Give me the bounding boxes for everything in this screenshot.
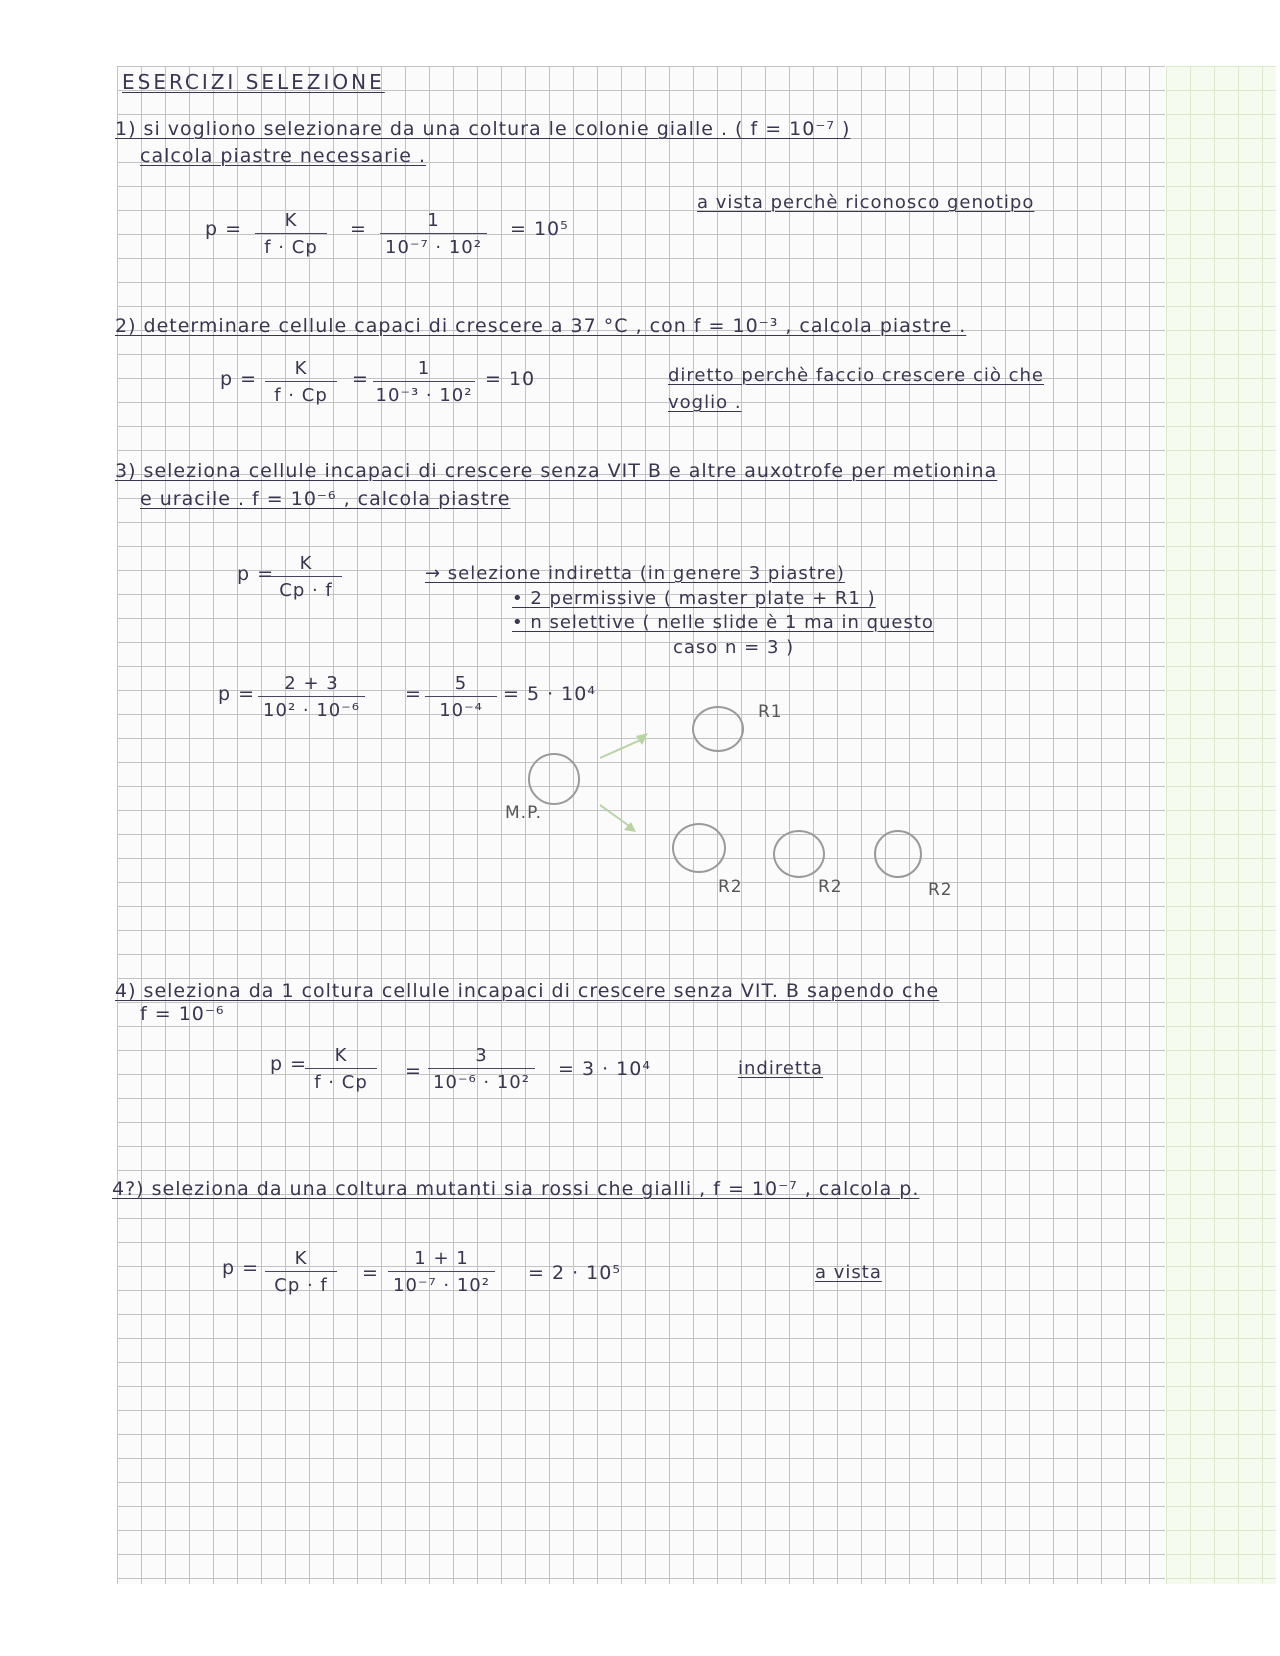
ex4-fraction1-denominator: f · Cp xyxy=(314,1072,368,1093)
r2-plate-label-3: R2 xyxy=(928,880,953,900)
ex3-equals: = xyxy=(405,683,422,705)
ex4b-fraction1-denominator: Cp · f xyxy=(274,1275,328,1296)
ex4-fraction2-numerator: 3 xyxy=(428,1045,535,1069)
master-plate-label: M.P. xyxy=(505,803,543,823)
ex3-bullet-selective-cont: caso n = 3 ) xyxy=(673,637,795,658)
ex3-statement-line1: 3) seleziona cellule incapaci di crescere senza VIT B e altre auxotrofe per metionina xyxy=(115,460,998,482)
ex3-fraction3-denominator: 10² · 10⁻⁶ xyxy=(263,700,360,721)
ex3-fraction3-numerator: 2 + 3 xyxy=(258,673,365,697)
r2-plate-label-2: R2 xyxy=(818,877,843,897)
ex1-statement-line2: calcola piastre necessarie . xyxy=(140,145,427,167)
ex4b-fraction2-denominator: 10⁻⁷ · 10² xyxy=(393,1275,490,1296)
ex1-note: a vista perchè riconosco genotipo xyxy=(697,192,1035,213)
ex3-result: = 5 · 10⁴ xyxy=(503,683,596,705)
ex4-fraction-values xyxy=(428,1045,535,1093)
ex2-note-line1: diretto perchè faccio crescere ciò che xyxy=(668,365,1044,386)
ex4b-fraction1-numerator: K xyxy=(265,1248,337,1272)
ex2-note-line2: voglio . xyxy=(668,392,742,413)
ex1-fraction1-denominator: f · Cp xyxy=(264,237,318,258)
ex4-result: = 3 · 10⁴ xyxy=(558,1058,651,1080)
ex4-statement-line1: 4) seleziona da 1 coltura cellule incapaci di crescere senza VIT. B sapendo che xyxy=(115,980,940,1002)
r1-plate-circle xyxy=(692,706,744,752)
page-title: ESERCIZI SELEZIONE xyxy=(122,70,385,94)
ex2-result: = 10 xyxy=(485,368,536,390)
ex2-fraction2-denominator: 10⁻³ · 10² xyxy=(375,385,473,406)
arrow-to-r1-head xyxy=(636,733,648,745)
ex1-fraction2-denominator: 10⁻⁷ · 10² xyxy=(385,237,482,258)
ex2-fraction2-numerator: 1 xyxy=(373,358,475,382)
r2-plate-label-1: R2 xyxy=(718,877,743,897)
ex1-result: = 10⁵ xyxy=(510,218,569,240)
ex3-fraction4-denominator: 10⁻⁴ xyxy=(439,700,483,721)
ex4b-fraction-formula xyxy=(265,1248,337,1296)
ex2-p-label: p = xyxy=(220,368,258,390)
ex4-fraction2-denominator: 10⁻⁶ · 10² xyxy=(433,1072,530,1093)
ex4b-statement: 4?) seleziona da una coltura mutanti sia rossi che gialli , f = 10⁻⁷ , calcola p. xyxy=(112,1178,920,1200)
ex2-equals: = xyxy=(352,368,369,390)
ex3-fraction4-numerator: 5 xyxy=(425,673,497,697)
ex1-statement-line1: 1) si vogliono selezionare da una coltura le colonie gialle . ( f = 10⁻⁷ ) xyxy=(115,118,851,140)
ex2-fraction1-denominator: f · Cp xyxy=(274,385,328,406)
ex1-fraction2-numerator: 1 xyxy=(380,210,487,234)
ex4b-note: a vista xyxy=(815,1262,882,1283)
ex4b-equals: = xyxy=(362,1262,379,1284)
ex4b-fraction-values xyxy=(388,1248,495,1296)
ex3-fraction1-numerator: K xyxy=(270,553,342,577)
ex3-bullet-permissive: • 2 permissive ( master plate + R1 ) xyxy=(512,588,876,609)
ex3-p2-label: p = xyxy=(218,683,256,705)
ex4b-result: = 2 · 10⁵ xyxy=(528,1262,621,1284)
r1-plate-label: R1 xyxy=(758,702,783,722)
ex4b-fraction2-numerator: 1 + 1 xyxy=(388,1248,495,1272)
ex4-fraction1-numerator: K xyxy=(305,1045,377,1069)
ex3-selection-type-note: → selezione indiretta (in genere 3 piastre) xyxy=(425,563,845,584)
ex3-statement-line2: e uracile . f = 10⁻⁶ , calcola piastre xyxy=(140,488,511,510)
ex4-fraction-formula xyxy=(305,1045,377,1093)
ex2-fraction1-numerator: K xyxy=(265,358,337,382)
ex4-equals: = xyxy=(405,1060,422,1082)
ex1-fraction1-numerator: K xyxy=(255,210,327,234)
arrow-to-r2 xyxy=(600,805,632,828)
ex4-note: indiretta xyxy=(738,1058,824,1079)
ex1-equals: = xyxy=(350,218,367,240)
r2-plate-circle-2 xyxy=(773,830,825,878)
ex2-statement: 2) determinare cellule capaci di crescere a 37 °C , con f = 10⁻³ , calcola piastre . xyxy=(115,315,967,337)
ex4b-p-label: p = xyxy=(222,1257,260,1279)
r2-plate-circle-1 xyxy=(672,823,726,873)
ex3-bullet-selective: • n selettive ( nelle slide è 1 ma in questo xyxy=(512,612,934,633)
ex4-p-label: p = xyxy=(270,1053,308,1075)
arrow-to-r1 xyxy=(600,738,645,758)
r2-plate-circle-3 xyxy=(874,830,922,878)
ex3-fraction1-denominator: Cp · f xyxy=(279,580,333,601)
ex4-statement-line2: f = 10⁻⁶ xyxy=(140,1003,225,1025)
master-plate-circle xyxy=(528,753,580,805)
ex3-p-label: p = xyxy=(237,563,275,585)
ex1-p-label: p = xyxy=(205,218,243,240)
